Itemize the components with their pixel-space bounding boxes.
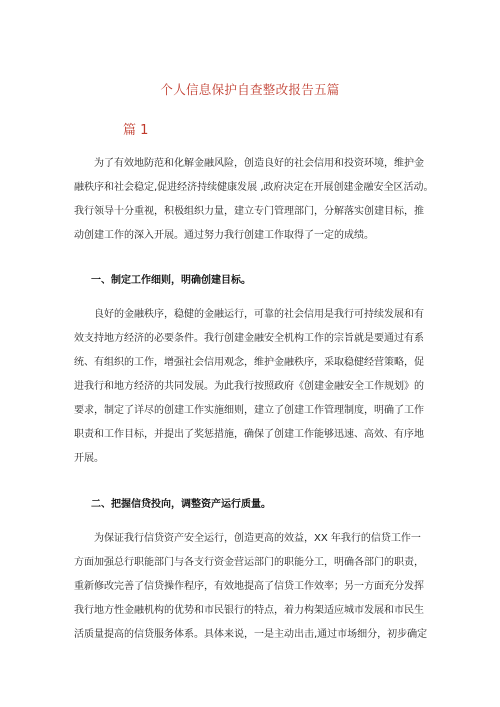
paragraph-line: 重新修改完善了信贷操作程序，有效地提高了信贷工作效率；另一方面充分发挥	[74, 581, 424, 592]
paragraph-3	[74, 527, 434, 647]
paragraph-line: 为保证我行信贷资产安全运行，创造更高的效益，XX 年我行的信贷工作一	[94, 533, 421, 544]
paragraph-line: 良好的金融秩序，稳健的金融运行，可靠的社会信用是我行可持续发展和有	[94, 309, 424, 320]
subheading-1: 一、制定工作细则，明确创建目标。	[91, 275, 251, 286]
paragraph-line: 要求，制定了详尽的创建工作实施细则，建立了创建工作管理制度，明确了工作	[74, 405, 424, 416]
paragraph-line: 方面加强总行职能部门与各支行资金营运部门的职能分工，明确各部门的职责，	[74, 557, 424, 568]
paragraph-line: 活质量提高的信贷服务体系。具体来说，一是主动出击,通过市场细分，初步确定	[74, 629, 428, 640]
paragraph-line: 为了有效地防范和化解金融风险，创造良好的社会信用和投资环境，维护金	[94, 158, 424, 169]
paragraph-line: 我行领导十分重视，积极组织力量，建立专门管理部门，分解落实创建目标，推	[74, 206, 424, 217]
paragraph-line: 统、有组织的工作，增强社会信用观念，维护金融秩序，采取稳健经营策略，促	[74, 357, 424, 368]
paragraph-line: 开展。	[74, 453, 104, 464]
paragraph-line: 效支持地方经济的必要条件。我行创建金融安全机构工作的宗旨就是要通过有系	[74, 333, 424, 344]
paragraph-intro	[74, 152, 434, 248]
paragraph-line: 进我行和地方经济的共同发展。为此我行按照政府《创建金融安全工作规划》的	[74, 381, 424, 392]
section-heading: 篇 1	[123, 123, 149, 138]
subheading-2: 二、把握信贷投向，调整资产运行质量。	[91, 499, 271, 510]
paragraph-line: 职责和工作目标，并提出了奖惩措施，确保了创建工作能够迅速、高效、有序地	[74, 429, 424, 440]
document-title: 个人信息保护自查整改报告五篇	[160, 82, 340, 97]
paragraph-line: 我行地方性金融机构的优势和市民银行的特点，着力构架适应城市发展和市民生	[74, 605, 424, 616]
paragraph-line: 融秩序和社会稳定,促进经济持续健康发展 ,政府决定在开展创建金融安全区活动。	[74, 182, 434, 193]
paragraph-line: 动创建工作的深入开展。通过努力我行创建工作取得了一定的成绩。	[74, 230, 374, 241]
paragraph-2	[74, 303, 434, 471]
